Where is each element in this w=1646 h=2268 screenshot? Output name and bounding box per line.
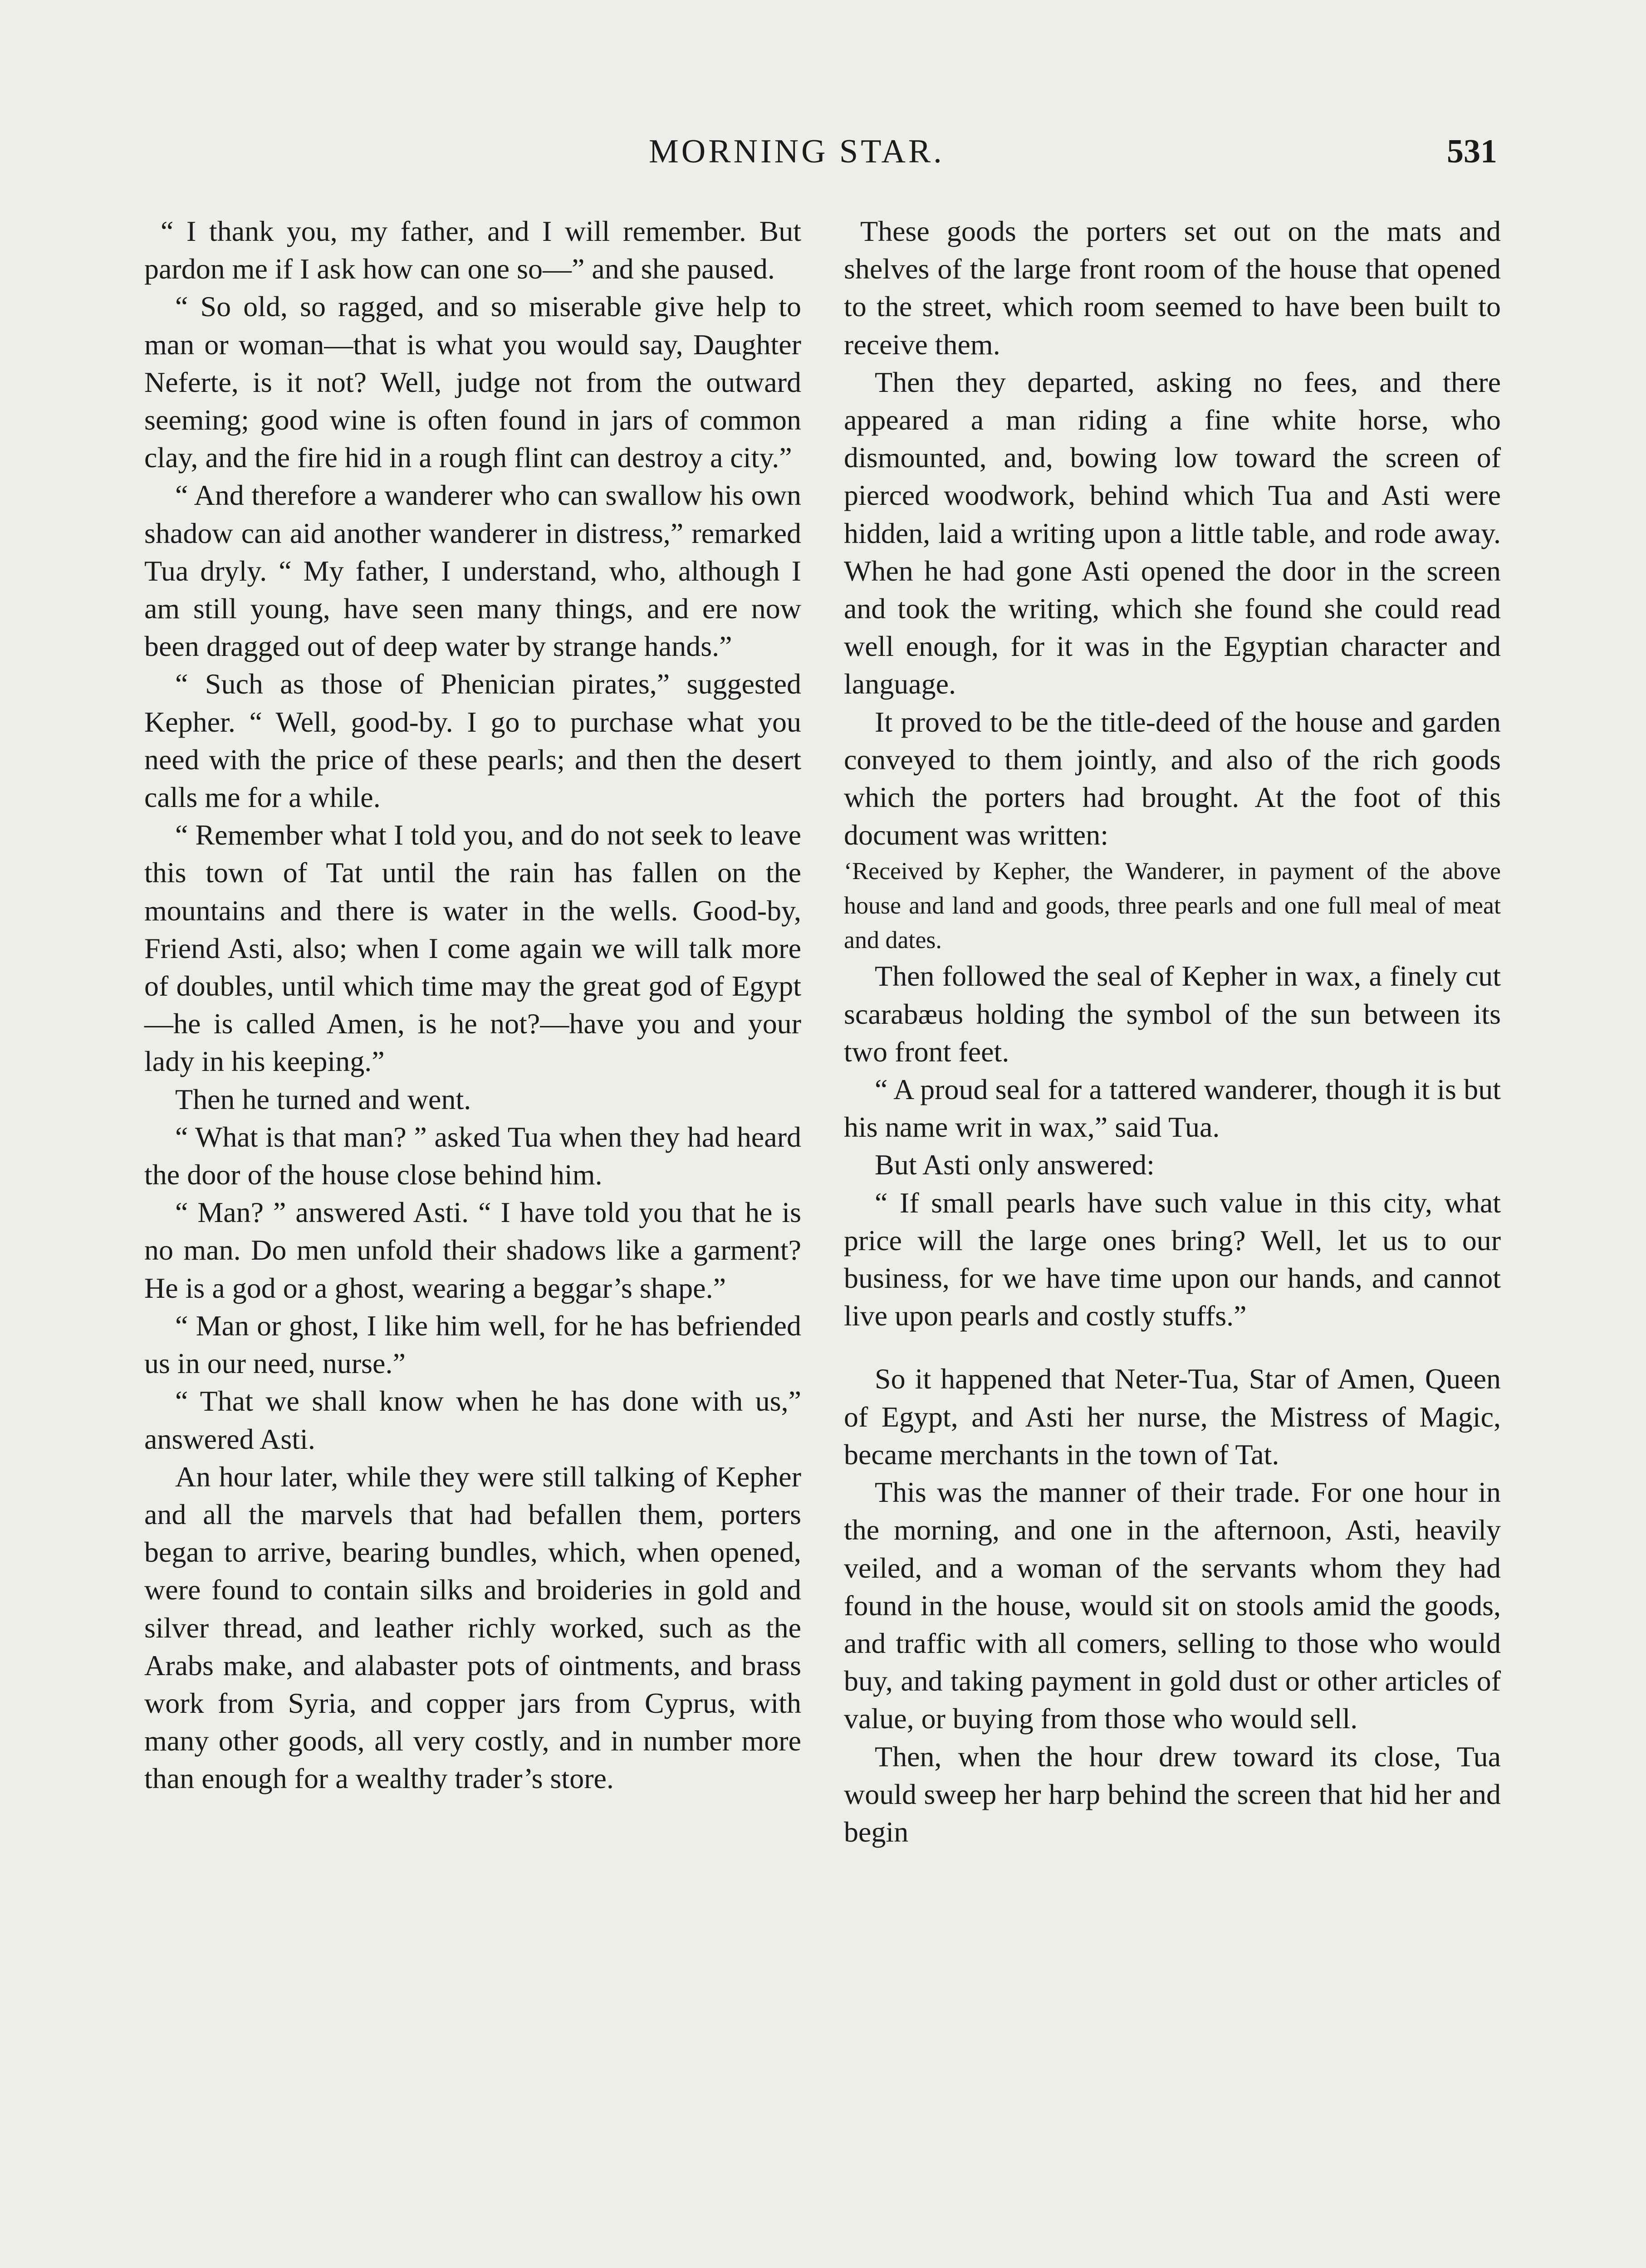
- paragraph: “ I thank you, my father, and I will remember. But pardon me if I ask how can one so—” and she paused.: [144, 215, 801, 285]
- paragraph: “ What is that man? ” asked Tua when they had heard the door of the house close behind him.: [144, 1120, 801, 1191]
- paragraph: “ Such as those of Phenician pirates,” suggested Kepher. “ Well, good-by. I go to purchase what you need with the price of these pearls; and then the desert calls me for a while.: [144, 668, 801, 814]
- paragraph: It proved to be the title-deed of the house and garden conveyed to them jointly, and also of the rich goods which the porters had brought. At the foot of this document was written:: [844, 705, 1501, 851]
- paragraph: “ So old, so ragged, and so miserable give help to man or woman—that is what you would say, Daughter Neferte, is it not? Well, judge not from the outward seeming; good wine is often found in jars of common clay, and the fire hid in a rough flint can destroy a city.”: [144, 290, 801, 474]
- paragraph: “ Man? ” answered Asti. “ I have told you that he is no man. Do men unfold their shadows like a garment? He is a god or a ghost, wearing a beggar’s shape.”: [144, 1196, 801, 1304]
- page-header: [0, 132, 1646, 187]
- paragraph: “ Man or ghost, I like him well, for he has befriended us in our need, nurse.”: [144, 1309, 801, 1380]
- paragraph: These goods the porters set out on the mats and shelves of the large front room of the house that opened to the street, which room seemed to have been built to receive them.: [844, 215, 1501, 361]
- paragraph: But Asti only answered:: [875, 1149, 1155, 1181]
- paragraph: “ And therefore a wanderer who can swallow his own shadow can aid another wanderer in distress,” remarked Tua dryly. “ My father, I understand, who, although I am still young, have seen many things, and ere now been dragged out of deep water by strange hands.”: [144, 479, 801, 663]
- left-column: [144, 212, 801, 1798]
- paragraph: “ If small pearls have such value in this city, what price will the large ones bring? Well, let us to our business, for we have time upon our hands, and cannot live upon pearls and costly stuffs.”: [844, 1186, 1501, 1332]
- receipt-note: ‘Received by Kepher, the Wanderer, in payment of the above house and land and goods, three pearls and one full meal of meat and dates.: [844, 857, 1501, 954]
- paragraph: “ Remember what I told you, and do not seek to leave this town of Tat until the rain has fallen on the mountains and there is water in the wells. Good-by, Friend Asti, also; when I come again we will talk more of doubles, until which time may the great god of Egypt—he is called Amen, is he not?—have you and your lady in his keeping.”: [144, 819, 801, 1078]
- paragraph: So it happened that Neter-Tua, Star of Amen, Queen of Egypt, and Asti her nurse, the Mistress of Magic, became merchants in the town of Tat.: [844, 1363, 1501, 1471]
- paragraph: “ That we shall know when he has done with us,” answered Asti.: [144, 1385, 801, 1455]
- paragraph: “ A proud seal for a tattered wanderer, though it is but his name writ in wax,” said Tua.: [844, 1073, 1501, 1144]
- page-number: 531: [1447, 133, 1497, 170]
- paragraph: An hour later, while they were still talking of Kepher and all the marvels that had befallen them, porters began to arrive, bearing bundles, which, when opened, were found to contain silks and broideries in gold and silver thread, and leather richly worked, such as the Arabs make, and alabaster pots of ointments, and brass work from Syria, and copper jars from Cyprus, with many other goods, all very costly, and in number more than enough for a wealthy trader’s store.: [144, 1460, 801, 1795]
- paragraph: This was the manner of their trade. For one hour in the morning, and one in the afternoon, Asti, heavily veiled, and a woman of the servants whom they had found in the house, would sit on stools amid the goods, and traffic with all comers, selling to those who would buy, and taking payment in gold dust or other articles of value, or buying from those who would sell.: [844, 1476, 1501, 1735]
- paragraph: Then followed the seal of Kepher in wax, a finely cut scarabæus holding the symbol of the sun between its two front feet.: [844, 960, 1501, 1068]
- right-column: [844, 212, 1501, 1851]
- paragraph: Then they departed, asking no fees, and there appeared a man riding a fine white horse, who dismounted, and, bowing low toward the screen of pierced woodwork, behind which Tua and Asti were hidden, laid a writing upon a little table, and rode away. When he had gone Asti opened the door in the screen and took the writing, which she found she could read well enough, for it was in the Egyptian character and language.: [844, 366, 1501, 700]
- paragraph: Then he turned and went.: [175, 1083, 471, 1115]
- paragraph: Then, when the hour drew toward its close, Tua would sweep her harp behind the screen that hid her and begin: [844, 1740, 1501, 1848]
- running-title: MORNING STAR.: [649, 133, 945, 170]
